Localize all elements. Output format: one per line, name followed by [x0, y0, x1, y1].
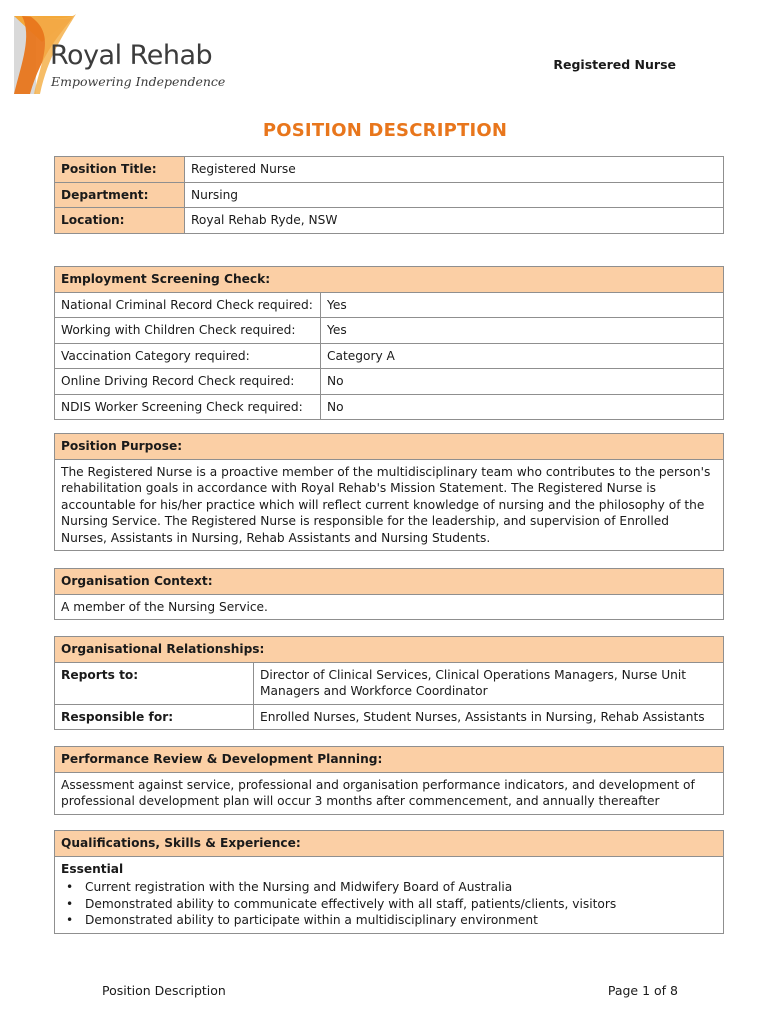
logo-name: Royal Rehab	[50, 40, 213, 71]
screening-value: Category A	[321, 343, 724, 369]
logo-tagline: Empowering Independence	[51, 74, 226, 89]
location-value: Royal Rehab Ryde, NSW	[185, 208, 724, 234]
table-row	[55, 343, 724, 369]
screening-value: Yes	[321, 318, 724, 344]
table-row	[55, 369, 724, 395]
review-text: Assessment against service, professional and organisation performance indicators, and development of professional development plan will occur 3 months after commencement, and annually thereafter	[55, 772, 724, 814]
table-row	[55, 208, 724, 234]
table-row	[55, 394, 724, 420]
purpose-table	[54, 433, 724, 551]
screening-item: Online Driving Record Check required:	[55, 369, 321, 395]
qualifications-body	[55, 856, 724, 933]
table-row	[55, 292, 724, 318]
list-item: • Demonstrated ability to participate within a multidisciplinary environment	[61, 912, 717, 929]
page-title: POSITION DESCRIPTION	[262, 120, 508, 141]
position-info-table	[54, 156, 724, 234]
screening-value: Yes	[321, 292, 724, 318]
header-role: Registered Nurse	[553, 57, 676, 72]
location-label: Location:	[55, 208, 185, 234]
department-label: Department:	[55, 182, 185, 208]
review-heading: Performance Review & Development Planning:	[55, 747, 724, 773]
screening-item: Working with Children Check required:	[55, 318, 321, 344]
screening-table	[54, 266, 724, 420]
context-text: A member of the Nursing Service.	[55, 594, 724, 620]
royal-rehab-logo	[12, 12, 226, 96]
responsible-for-label: Responsible for:	[55, 704, 254, 730]
essential-subheading: Essential	[61, 861, 124, 876]
screening-value: No	[321, 394, 724, 420]
purpose-text: The Registered Nurse is a proactive member of the multidisciplinary team who contributes to the person's rehabilitation goals in accordance with Royal Rehab's Mission Statement. The Registered Nurse is accountable for his/her practice which will reflect current knowledge of nursing and the philosophy of the Nursing Service. The Registered Nurse is responsible for the leadership, and supervision of Enrolled Nurses, Assistants in Nursing, Rehab Assistants and Nursing Students.	[55, 459, 724, 551]
position-title-label: Position Title:	[55, 157, 185, 183]
essential-list	[61, 879, 717, 929]
screening-item: NDIS Worker Screening Check required:	[55, 394, 321, 420]
footer-page-number: Page 1 of 8	[607, 983, 678, 998]
context-table	[54, 568, 724, 620]
screening-heading: Employment Screening Check:	[55, 267, 724, 293]
screening-value: No	[321, 369, 724, 395]
table-row	[55, 704, 724, 730]
qualifications-heading: Qualifications, Skills & Experience:	[55, 831, 724, 857]
list-item: • Demonstrated ability to communicate effectively with all staff, patients/clients, visitors	[61, 896, 717, 913]
table-row	[55, 318, 724, 344]
table-row	[55, 157, 724, 183]
reports-to-label: Reports to:	[55, 662, 254, 704]
responsible-for-value: Enrolled Nurses, Student Nurses, Assistants in Nursing, Rehab Assistants	[254, 704, 724, 730]
relationships-table	[54, 636, 724, 730]
table-row	[55, 182, 724, 208]
review-table	[54, 746, 724, 815]
context-heading: Organisation Context:	[55, 569, 724, 595]
department-value: Nursing	[185, 182, 724, 208]
table-row	[55, 662, 724, 704]
footer-doc-name: Position Description	[102, 983, 226, 998]
list-item: • Current registration with the Nursing and Midwifery Board of Australia	[61, 879, 717, 896]
screening-item: National Criminal Record Check required:	[55, 292, 321, 318]
position-title-value: Registered Nurse	[185, 157, 724, 183]
relationships-heading: Organisational Relationships:	[55, 637, 724, 663]
purpose-heading: Position Purpose:	[55, 434, 724, 460]
qualifications-table	[54, 830, 724, 934]
screening-item: Vaccination Category required:	[55, 343, 321, 369]
reports-to-value: Director of Clinical Services, Clinical Operations Managers, Nurse Unit Managers and Workforce Coordinator	[254, 662, 724, 704]
